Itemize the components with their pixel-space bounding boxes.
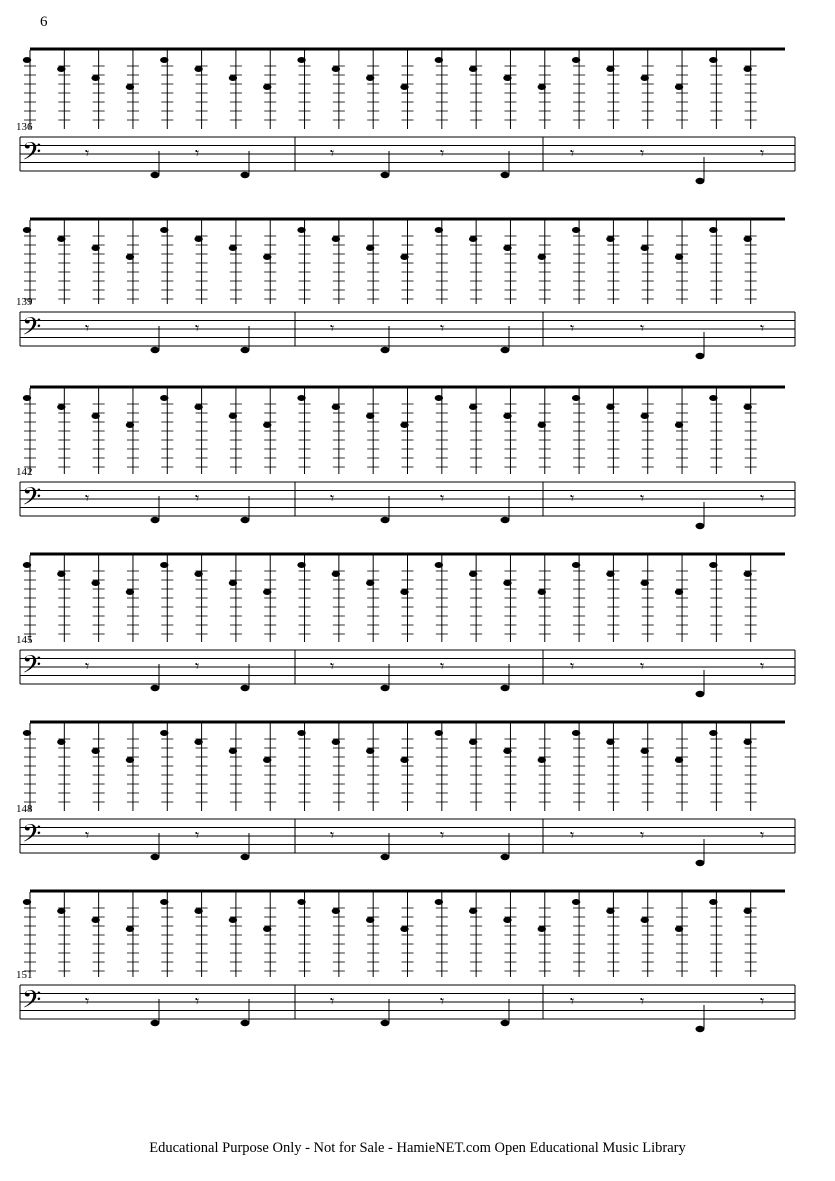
note-head [641,917,649,923]
note-head [263,757,271,763]
rest-symbol: 𝄾 [195,488,200,508]
note-head [675,422,683,428]
note-head [641,245,649,251]
note-head [91,917,99,923]
rest-symbol: 𝄾 [85,143,90,163]
note-head [297,227,305,233]
note-head [606,739,614,745]
rest-symbol: 𝄾 [85,991,90,1011]
rest-symbol: 𝄾 [85,488,90,508]
rest-symbol: 𝄾 [195,991,200,1011]
note-head [641,413,649,419]
note-head [709,730,717,736]
rest-symbol: 𝄾 [570,825,575,845]
rest-symbol: 𝄾 [440,991,445,1011]
note-head [572,562,580,568]
note-head [297,562,305,568]
note-head [469,739,477,745]
music-system [0,40,835,225]
bass-note-head [151,854,160,860]
note-head [229,917,237,923]
bass-note-head [241,1020,250,1026]
bass-staff-content [85,656,764,697]
note-head [606,66,614,72]
note-head [538,422,546,428]
bass-note-head [501,172,510,178]
note-head [743,908,751,914]
note-head [23,395,31,401]
upper-notes-group [23,554,785,642]
note-head [400,926,408,932]
bass-note-head [151,517,160,523]
note-head [126,926,134,932]
note-head [91,245,99,251]
bass-note-head [696,178,705,184]
staff-lines [20,312,795,346]
note-head [743,66,751,72]
staff-lines [20,137,795,171]
note-head [126,254,134,260]
staff-lines [20,985,795,1019]
footer-text: Educational Purpose Only - Not for Sale - HamieNET.com Open Educational Music Library [149,1140,686,1156]
note-head [297,57,305,63]
bass-note-head [696,523,705,529]
bass-clef-icon: 𝄢 [22,482,42,518]
page-number: 6 [40,14,48,30]
note-head [366,413,374,419]
note-head [538,926,546,932]
bass-note-head [381,172,390,178]
note-head [606,908,614,914]
rest-symbol: 𝄾 [640,825,645,845]
music-system [0,210,835,395]
note-head [332,404,340,410]
note-head [194,236,202,242]
bass-staff-content [85,825,764,866]
note-head [160,899,168,905]
staff-lines [20,819,795,853]
bass-note-head [381,854,390,860]
note-head [606,236,614,242]
note-head [194,571,202,577]
note-head [743,739,751,745]
bass-staff-content [85,318,764,359]
note-head [194,404,202,410]
note-head [23,730,31,736]
rest-symbol: 𝄾 [570,991,575,1011]
staff-svg [0,545,835,730]
bass-note-head [151,1020,160,1026]
rest-symbol: 𝄾 [640,318,645,338]
note-head [400,84,408,90]
bass-note-head [151,347,160,353]
note-head [194,66,202,72]
bass-note-head [381,517,390,523]
note-head [469,908,477,914]
note-head [160,57,168,63]
note-head [57,404,65,410]
note-head [469,404,477,410]
note-head [743,571,751,577]
rest-symbol: 𝄾 [330,991,335,1011]
note-head [263,84,271,90]
note-head [606,571,614,577]
note-head [400,757,408,763]
note-head [332,908,340,914]
note-head [229,245,237,251]
bass-note-head [151,685,160,691]
note-head [435,730,443,736]
note-head [538,84,546,90]
note-head [126,589,134,595]
note-head [229,75,237,81]
bass-staff-content [85,991,764,1032]
rest-symbol: 𝄾 [570,143,575,163]
note-head [366,748,374,754]
bass-note-head [696,860,705,866]
note-head [160,395,168,401]
upper-notes-group [23,49,785,129]
note-head [503,748,511,754]
note-head [332,66,340,72]
note-head [229,580,237,586]
rest-symbol: 𝄾 [570,318,575,338]
staff-svg [0,378,835,563]
note-head [709,57,717,63]
note-head [675,254,683,260]
note-head [297,395,305,401]
note-head [503,917,511,923]
note-head [469,66,477,72]
note-head [91,580,99,586]
note-head [538,757,546,763]
note-head [469,571,477,577]
measure-number: 151 [16,969,33,981]
rest-symbol: 𝄾 [440,656,445,676]
rest-symbol: 𝄾 [760,991,765,1011]
bass-note-head [501,1020,510,1026]
note-head [263,926,271,932]
bass-note-head [151,172,160,178]
note-head [194,739,202,745]
bass-clef-icon: 𝄢 [22,985,42,1021]
bass-note-head [241,347,250,353]
note-head [709,395,717,401]
note-head [366,917,374,923]
note-head [435,395,443,401]
note-head [366,580,374,586]
rest-symbol: 𝄾 [330,318,335,338]
note-head [641,75,649,81]
note-head [229,413,237,419]
note-head [91,75,99,81]
note-head [91,413,99,419]
rest-symbol: 𝄾 [85,656,90,676]
note-head [572,227,580,233]
note-head [332,739,340,745]
rest-symbol: 𝄾 [760,825,765,845]
rest-symbol: 𝄾 [760,318,765,338]
bass-clef-icon: 𝄢 [22,819,42,855]
note-head [572,899,580,905]
note-head [435,562,443,568]
note-head [23,899,31,905]
note-head [400,254,408,260]
upper-notes-group [23,387,785,474]
rest-symbol: 𝄾 [760,656,765,676]
rest-symbol: 𝄾 [760,143,765,163]
bass-note-head [381,347,390,353]
rest-symbol: 𝄾 [195,656,200,676]
note-head [572,730,580,736]
note-head [229,748,237,754]
note-head [23,57,31,63]
note-head [709,899,717,905]
rest-symbol: 𝄾 [640,488,645,508]
note-head [91,748,99,754]
note-head [572,395,580,401]
note-head [297,899,305,905]
staff-svg [0,882,835,1067]
note-head [675,757,683,763]
bass-note-head [241,172,250,178]
note-head [572,57,580,63]
note-head [57,66,65,72]
note-head [57,236,65,242]
note-head [709,562,717,568]
rest-symbol: 𝄾 [640,991,645,1011]
note-head [675,589,683,595]
rest-symbol: 𝄾 [85,318,90,338]
rest-symbol: 𝄾 [640,143,645,163]
rest-symbol: 𝄾 [570,656,575,676]
bass-clef-icon: 𝄢 [22,312,42,348]
bass-staff-content [85,488,764,529]
note-head [743,404,751,410]
measure-number: 139 [16,296,33,308]
note-head [126,422,134,428]
note-head [332,571,340,577]
rest-symbol: 𝄾 [440,143,445,163]
bass-note-head [241,685,250,691]
bass-clef-icon: 𝄢 [22,650,42,686]
note-head [332,236,340,242]
note-head [194,908,202,914]
rest-symbol: 𝄾 [760,488,765,508]
rest-symbol: 𝄾 [440,825,445,845]
rest-symbol: 𝄾 [85,825,90,845]
bass-note-head [501,854,510,860]
note-head [263,422,271,428]
note-head [160,730,168,736]
note-head [675,84,683,90]
rest-symbol: 𝄾 [570,488,575,508]
rest-symbol: 𝄾 [330,825,335,845]
note-head [435,899,443,905]
measure-number: 136 [16,121,33,133]
bass-note-head [501,685,510,691]
note-head [366,245,374,251]
upper-notes-group [23,722,785,811]
note-head [503,75,511,81]
note-head [263,254,271,260]
note-head [57,571,65,577]
note-head [400,589,408,595]
upper-notes-group [23,219,785,304]
staff-lines [20,650,795,684]
note-head [606,404,614,410]
note-head [23,227,31,233]
rest-symbol: 𝄾 [440,488,445,508]
rest-symbol: 𝄾 [330,488,335,508]
rest-symbol: 𝄾 [330,143,335,163]
music-system [0,882,835,1067]
bass-staff-content [85,143,764,184]
bass-note-head [696,1026,705,1032]
rest-symbol: 𝄾 [195,318,200,338]
note-head [641,748,649,754]
note-head [469,236,477,242]
staff-lines [20,482,795,516]
rest-symbol: 𝄾 [640,656,645,676]
note-head [400,422,408,428]
bass-clef-icon: 𝄢 [22,137,42,173]
note-head [641,580,649,586]
note-head [366,75,374,81]
bass-note-head [241,517,250,523]
staff-svg [0,210,835,395]
note-head [160,227,168,233]
note-head [126,757,134,763]
note-head [538,589,546,595]
note-head [435,227,443,233]
music-system [0,713,835,898]
note-head [297,730,305,736]
bass-note-head [501,347,510,353]
rest-symbol: 𝄾 [195,143,200,163]
staff-svg [0,40,835,225]
bass-note-head [381,685,390,691]
note-head [538,254,546,260]
note-head [503,580,511,586]
note-head [709,227,717,233]
rest-symbol: 𝄾 [330,656,335,676]
bass-note-head [381,1020,390,1026]
note-head [57,908,65,914]
music-system [0,545,835,730]
note-head [435,57,443,63]
note-head [126,84,134,90]
note-head [503,245,511,251]
note-head [23,562,31,568]
staff-svg [0,713,835,898]
measure-number: 148 [16,803,33,815]
measure-number: 142 [16,466,33,478]
note-head [743,236,751,242]
bass-note-head [241,854,250,860]
note-head [263,589,271,595]
upper-notes-group [23,891,785,977]
bass-note-head [501,517,510,523]
music-system [0,378,835,563]
measure-number: 145 [16,634,33,646]
note-head [57,739,65,745]
bass-note-head [696,691,705,697]
note-head [675,926,683,932]
bass-note-head [696,353,705,359]
rest-symbol: 𝄾 [440,318,445,338]
note-head [503,413,511,419]
rest-symbol: 𝄾 [195,825,200,845]
note-head [160,562,168,568]
